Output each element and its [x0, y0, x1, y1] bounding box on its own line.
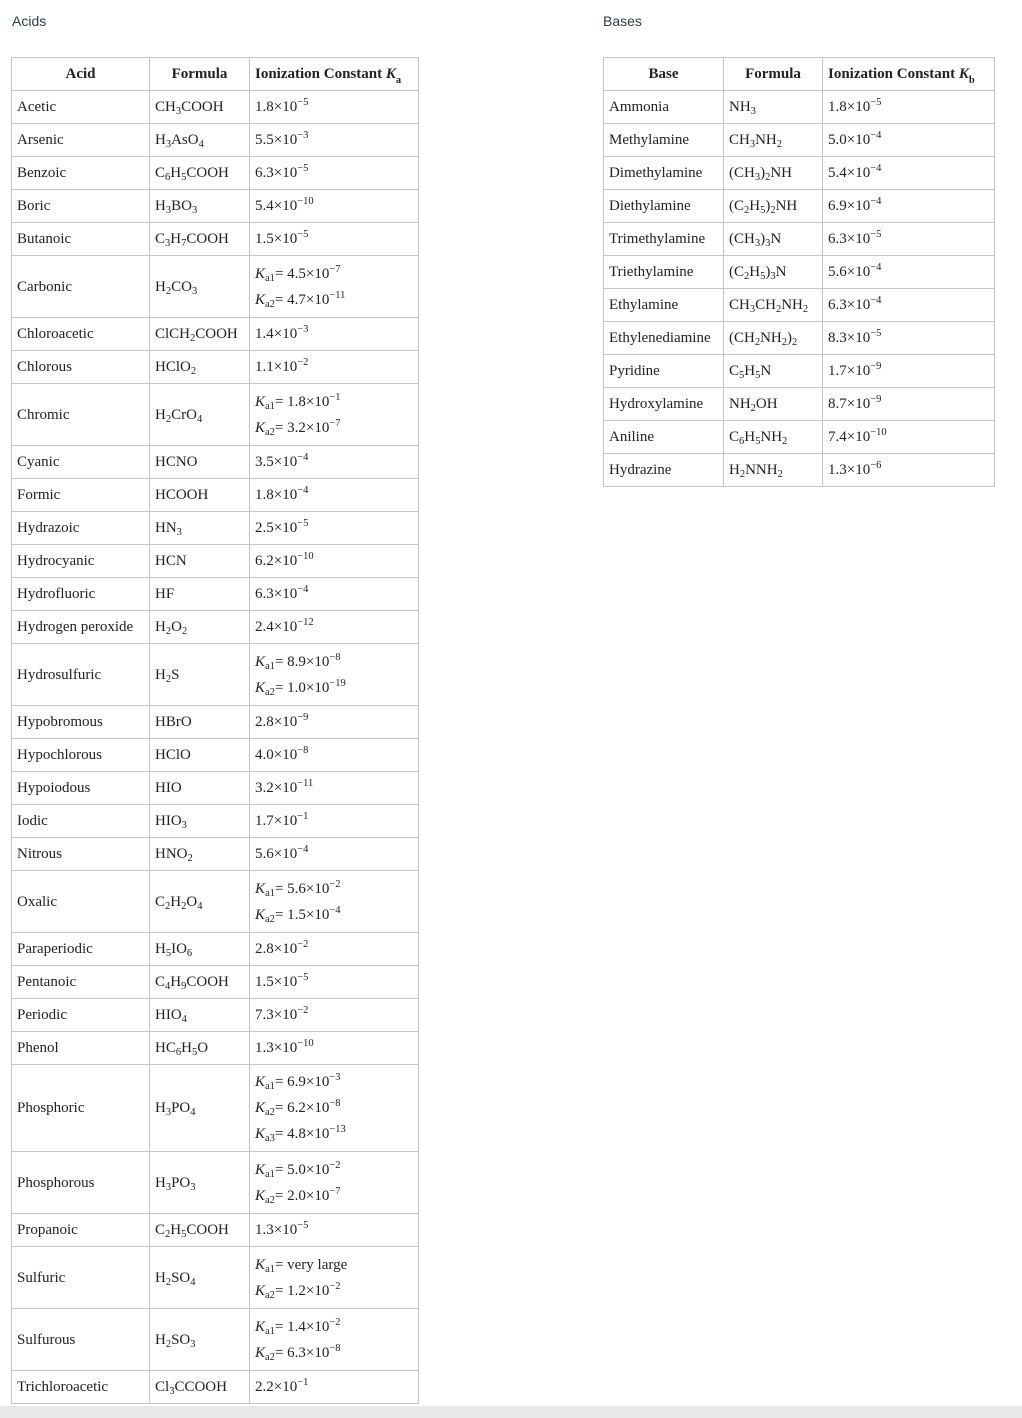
bases-constant-value: $5.4\times 10^{-4}$: [828, 163, 882, 181]
bases-row: [604, 256, 995, 289]
acids-constant-value: $3.5\times 10^{-4}$: [255, 452, 309, 470]
bases-header-constant-label: Ionization Constant: [828, 66, 956, 82]
acids-constant-cell: [250, 157, 419, 190]
bases-section-title: Bases: [603, 13, 642, 29]
acids-constant-cell: [250, 1032, 419, 1065]
bases-constant-value: $5.0\times 10^{-4}$: [828, 130, 882, 148]
bases-name-cell: Trimethylamine: [604, 223, 724, 256]
bases-formula-cell: $NH_3$: [724, 91, 823, 124]
acids-constant-value: $K_{a1}= 1.4\times 10^{-2}$: [255, 1316, 341, 1337]
acids-constant-value: $1.5\times 10^{-5}$: [255, 972, 309, 990]
bases-formula-cell: $(C_2H_5)_3N$: [724, 256, 823, 289]
bases-name-cell: Ethylenediamine: [604, 322, 724, 355]
acids-constant-value: $K_{a1}= 4.5\times 10^{-7}$: [255, 263, 341, 284]
acids-constant-value: $3.2\times 10^{-11}$: [255, 778, 314, 796]
acids-name-cell: Chromic: [12, 384, 150, 446]
bases-constant-value: $8.7\times 10^{-9}$: [828, 394, 882, 412]
acids-constant-cell: [250, 999, 419, 1032]
acids-formula-cell: $HIO_3$: [150, 805, 250, 838]
acids-row: [12, 966, 419, 999]
bases-formula-cell: $CH_3CH_2NH_2$: [724, 289, 823, 322]
bases-row: [604, 421, 995, 454]
acids-constant-value: $K_{a1}= 1.8\times 10^{-1}$: [255, 391, 341, 412]
bases-constant-cell: [823, 322, 995, 355]
acids-row: [12, 351, 419, 384]
acids-constant-cell: [250, 1371, 419, 1404]
acids-formula-cell: HCNO: [150, 446, 250, 479]
acids-formula-cell: $C_3H_7COOH$: [150, 223, 250, 256]
acids-formula-cell: HF: [150, 578, 250, 611]
acids-constant-value: $2.5\times 10^{-5}$: [255, 518, 309, 536]
bases-constant-cell: [823, 256, 995, 289]
acids-constant-value: $K_{a2}= 2.0\times 10^{-7}$: [255, 1185, 341, 1206]
acids-name-cell: Carbonic: [12, 256, 150, 318]
acids-name-cell: Hypochlorous: [12, 739, 150, 772]
bases-constant-value: $1.8\times 10^{-5}$: [828, 97, 882, 115]
acids-name-cell: Sulfuric: [12, 1247, 150, 1309]
acids-formula-cell: ClCH$_2$COOH: [150, 318, 250, 351]
acids-row: [12, 805, 419, 838]
bases-header-base: Base: [604, 58, 724, 91]
bases-constant-value: $5.6\times 10^{-4}$: [828, 262, 882, 280]
acids-constant-cell: [250, 838, 419, 871]
acids-constant-cell: [250, 91, 419, 124]
acids-constant-cell: [250, 1065, 419, 1152]
acids-constant-cell: [250, 706, 419, 739]
bases-row: [604, 355, 995, 388]
bases-formula-cell: $H_2NNH_2$: [724, 454, 823, 487]
acids-name-cell: Trichloroacetic: [12, 1371, 150, 1404]
acids-name-cell: Periodic: [12, 999, 150, 1032]
acids-row: [12, 479, 419, 512]
acids-header-constant-label: Ionization Constant: [255, 66, 383, 82]
acids-constant-cell: [250, 1309, 419, 1371]
acids-row: [12, 256, 419, 318]
acids-name-cell: Hydrocyanic: [12, 545, 150, 578]
bases-table-body: [604, 91, 995, 487]
bases-constant-value: $6.9\times 10^{-4}$: [828, 196, 882, 214]
acids-row: [12, 933, 419, 966]
bases-constant-cell: [823, 421, 995, 454]
acids-name-cell: Nitrous: [12, 838, 150, 871]
acids-constant-value: $K_{a1}= 8.9\times 10^{-8}$: [255, 651, 341, 672]
bases-formula-cell: $C_6H_5NH_2$: [724, 421, 823, 454]
acids-row: [12, 739, 419, 772]
acids-constant-cell: [250, 966, 419, 999]
acids-constant-value: $1.5\times 10^{-5}$: [255, 229, 309, 247]
acids-row: [12, 384, 419, 446]
bases-row: [604, 388, 995, 421]
bases-constant-cell: [823, 289, 995, 322]
acids-formula-cell: $H_5IO_6$: [150, 933, 250, 966]
acids-constant-cell: [250, 124, 419, 157]
acids-name-cell: Phenol: [12, 1032, 150, 1065]
acids-row: [12, 871, 419, 933]
acids-name-cell: Formic: [12, 479, 150, 512]
bases-name-cell: Ammonia: [604, 91, 724, 124]
bases-header-row: [604, 58, 995, 91]
acids-name-cell: Oxalic: [12, 871, 150, 933]
acids-constant-cell: [250, 190, 419, 223]
acids-constant-value: $5.4\times 10^{-10}$: [255, 196, 314, 214]
acids-constant-value: $1.8\times 10^{-4}$: [255, 485, 309, 503]
acids-formula-cell: $HIO_4$: [150, 999, 250, 1032]
acids-formula-cell: $H_2O_2$: [150, 611, 250, 644]
acids-formula-cell: $C_6H_5COOH$: [150, 157, 250, 190]
acids-constant-value: $K_{a2}= 4.7\times 10^{-11}$: [255, 289, 346, 310]
acids-name-cell: Hypoiodous: [12, 772, 150, 805]
acids-constant-value: $6.2\times 10^{-10}$: [255, 551, 314, 569]
acids-row: [12, 1247, 419, 1309]
acids-formula-cell: $H_3PO_4$: [150, 1065, 250, 1152]
acids-constant-value: $1.3\times 10^{-10}$: [255, 1038, 314, 1056]
acids-constant-value: $2.8\times 10^{-9}$: [255, 712, 309, 730]
acids-constant-cell: [250, 384, 419, 446]
acids-row: [12, 611, 419, 644]
acids-name-cell: Pentanoic: [12, 966, 150, 999]
acids-constant-value: $2.4\times 10^{-12}$: [255, 617, 314, 635]
bases-table: [603, 57, 995, 487]
acids-formula-cell: HCN: [150, 545, 250, 578]
acids-formula-cell: $H_2SO_4$: [150, 1247, 250, 1309]
acids-row: [12, 1152, 419, 1214]
acids-constant-value: $7.3\times 10^{-2}$: [255, 1005, 309, 1023]
bases-formula-cell: $NH_2OH$: [724, 388, 823, 421]
acids-table: [11, 57, 419, 1404]
bases-header-k-symbol: K: [958, 66, 969, 82]
bases-constant-cell: [823, 91, 995, 124]
acids-constant-cell: [250, 739, 419, 772]
acids-row: [12, 578, 419, 611]
acids-name-cell: Iodic: [12, 805, 150, 838]
acids-constant-value: $K_{a2}= 1.2\times 10^{-2}$: [255, 1280, 341, 1301]
acids-name-cell: Hydrofluoric: [12, 578, 150, 611]
bases-name-cell: Methylamine: [604, 124, 724, 157]
bases-constant-cell: [823, 124, 995, 157]
bases-header-formula: Formula: [724, 58, 823, 91]
acids-constant-value: $5.6\times 10^{-4}$: [255, 844, 309, 862]
acids-constant-cell: [250, 446, 419, 479]
acids-row: [12, 124, 419, 157]
acids-name-cell: Phosphorous: [12, 1152, 150, 1214]
bases-constant-value: $8.3\times 10^{-5}$: [828, 328, 882, 346]
acids-constant-value: $6.3\times 10^{-5}$: [255, 163, 309, 181]
acids-formula-cell: $HC_6H_5O$: [150, 1032, 250, 1065]
bases-name-cell: Diethylamine: [604, 190, 724, 223]
bases-constant-value: $6.3\times 10^{-4}$: [828, 295, 882, 313]
acids-constant-value: $1.7\times 10^{-1}$: [255, 811, 309, 829]
acids-name-cell: Arsenic: [12, 124, 150, 157]
acids-formula-cell: $H_2SO_3$: [150, 1309, 250, 1371]
acids-constant-value: $K_{a2}= 3.2\times 10^{-7}$: [255, 417, 341, 438]
acids-constant-cell: [250, 578, 419, 611]
acids-constant-value: $2.8\times 10^{-2}$: [255, 939, 309, 957]
acids-constant-value: $K_{a1}= 5.6\times 10^{-2}$: [255, 878, 341, 899]
bases-row: [604, 157, 995, 190]
bases-row: [604, 190, 995, 223]
acids-formula-cell: $C_4H_9COOH$: [150, 966, 250, 999]
acids-constant-cell: [250, 512, 419, 545]
acids-constant-cell: [250, 479, 419, 512]
acids-row: [12, 999, 419, 1032]
acids-name-cell: Butanoic: [12, 223, 150, 256]
acids-constant-value: $K_{a2}= 1.0\times 10^{-19}$: [255, 677, 346, 698]
bases-row: [604, 223, 995, 256]
acids-name-cell: Hydrazoic: [12, 512, 150, 545]
acids-row: [12, 91, 419, 124]
acids-name-cell: Paraperiodic: [12, 933, 150, 966]
acids-constant-cell: [250, 871, 419, 933]
acids-constant-cell: [250, 351, 419, 384]
acids-constant-cell: [250, 933, 419, 966]
bases-row: [604, 124, 995, 157]
bases-row: [604, 322, 995, 355]
acids-formula-cell: $C_2H_2O_4$: [150, 871, 250, 933]
acids-row: [12, 318, 419, 351]
bases-constant-value: $6.3\times 10^{-5}$: [828, 229, 882, 247]
acids-constant-value: $K_{a2}= 6.2\times 10^{-8}$: [255, 1098, 341, 1118]
acids-constant-value: $2.2\times 10^{-1}$: [255, 1377, 309, 1395]
acids-name-cell: Hypobromous: [12, 706, 150, 739]
acids-constant-value: $1.8\times 10^{-5}$: [255, 97, 309, 115]
acids-section-title: Acids: [12, 13, 47, 29]
acids-constant-value: $K_{a2}= 1.5\times 10^{-4}$: [255, 904, 341, 925]
acids-formula-cell: $HN_3$: [150, 512, 250, 545]
acids-formula-cell: $H_2S$: [150, 644, 250, 706]
acids-name-cell: Propanoic: [12, 1214, 150, 1247]
acids-header-row: [12, 58, 419, 91]
bases-row: [604, 454, 995, 487]
acids-name-cell: Chlorous: [12, 351, 150, 384]
bases-name-cell: Aniline: [604, 421, 724, 454]
acids-formula-cell: HCOOH: [150, 479, 250, 512]
acids-constant-cell: [250, 1214, 419, 1247]
acids-constant-value: $K_{a2}= 6.3\times 10^{-8}$: [255, 1342, 341, 1363]
acids-name-cell: Boric: [12, 190, 150, 223]
bases-name-cell: Hydroxylamine: [604, 388, 724, 421]
bases-constant-cell: [823, 223, 995, 256]
acids-row: [12, 1371, 419, 1404]
acids-row: [12, 706, 419, 739]
bases-formula-cell: $(CH_2NH_2)_2$: [724, 322, 823, 355]
acids-constant-value: $4.0\times 10^{-8}$: [255, 745, 309, 763]
bases-name-cell: Dimethylamine: [604, 157, 724, 190]
bases-row: [604, 91, 995, 124]
acids-formula-cell: $H_3PO_3$: [150, 1152, 250, 1214]
acids-formula-cell: $CH_3COOH$: [150, 91, 250, 124]
bases-constant-value: $7.4\times 10^{-10}$: [828, 427, 887, 445]
acids-row: [12, 1309, 419, 1371]
acids-formula-cell: $H_3BO_3$: [150, 190, 250, 223]
acids-row: [12, 1065, 419, 1152]
acids-formula-cell: $HNO_2$: [150, 838, 250, 871]
acids-header-acid: Acid: [12, 58, 150, 91]
acids-constant-value: $1.1\times 10^{-2}$: [255, 357, 309, 375]
bases-formula-cell: $(C_2H_5)_2NH$: [724, 190, 823, 223]
acids-formula-cell: $Cl_3CCOOH$: [150, 1371, 250, 1404]
acids-formula-cell: $H_3AsO_4$: [150, 124, 250, 157]
acids-row: [12, 772, 419, 805]
acids-constant-value: $K_{a1}= 6.9\times 10^{-3}$: [255, 1072, 341, 1092]
bases-formula-cell: $(CH_3)_2NH$: [724, 157, 823, 190]
acids-formula-cell: $C_2H_5COOH$: [150, 1214, 250, 1247]
acids-constant-value: $6.3\times 10^{-4}$: [255, 584, 309, 602]
acids-row: [12, 157, 419, 190]
acids-formula-cell: $H_2CrO_4$: [150, 384, 250, 446]
acids-constant-value: $5.5\times 10^{-3}$: [255, 130, 309, 148]
acids-name-cell: Sulfurous: [12, 1309, 150, 1371]
acids-constant-cell: [250, 1152, 419, 1214]
acids-header-k-symbol: K: [385, 66, 396, 82]
acids-row: [12, 190, 419, 223]
acids-row: [12, 644, 419, 706]
bases-constant-value: $1.3\times 10^{-6}$: [828, 460, 882, 478]
acids-constant-cell: [250, 644, 419, 706]
acids-constant-cell: [250, 256, 419, 318]
acids-constant-cell: [250, 545, 419, 578]
bases-formula-cell: $CH_3NH_2$: [724, 124, 823, 157]
acids-formula-cell: HClO: [150, 739, 250, 772]
acids-name-cell: Chloroacetic: [12, 318, 150, 351]
acids-name-cell: Hydrosulfuric: [12, 644, 150, 706]
acids-constant-cell: [250, 611, 419, 644]
bases-header-constant: [823, 58, 995, 91]
bases-constant-value: $1.7\times 10^{-9}$: [828, 361, 882, 379]
acids-constant-cell: [250, 772, 419, 805]
acids-row: [12, 1032, 419, 1065]
acids-name-cell: Benzoic: [12, 157, 150, 190]
bases-name-cell: Pyridine: [604, 355, 724, 388]
acids-name-cell: Acetic: [12, 91, 150, 124]
acids-name-cell: Cyanic: [12, 446, 150, 479]
acids-name-cell: Phosphoric: [12, 1065, 150, 1152]
bases-name-cell: Triethylamine: [604, 256, 724, 289]
bottom-scroll-edge: [0, 1406, 1022, 1418]
acids-table-body: [12, 91, 419, 1404]
acids-formula-cell: HClO$_2$: [150, 351, 250, 384]
acids-formula-cell: HIO: [150, 772, 250, 805]
bases-name-cell: Hydrazine: [604, 454, 724, 487]
acids-row: [12, 838, 419, 871]
acids-constant-value: $K_{a1}= 5.0\times 10^{-2}$: [255, 1159, 341, 1180]
acids-constant-cell: [250, 318, 419, 351]
acids-constant-value: $1.4\times 10^{-3}$: [255, 324, 309, 342]
acids-header-constant: [250, 58, 419, 91]
acids-constant-value: $K_{a3}= 4.8\times 10^{-13}$: [255, 1124, 346, 1144]
acids-row: [12, 223, 419, 256]
acids-row: [12, 446, 419, 479]
bases-constant-cell: [823, 355, 995, 388]
acids-formula-cell: HBrO: [150, 706, 250, 739]
acids-constant-cell: [250, 1247, 419, 1309]
acids-constant-cell: [250, 223, 419, 256]
acids-constant-value: $1.3\times 10^{-5}$: [255, 1220, 309, 1238]
acids-row: [12, 545, 419, 578]
bases-constant-cell: [823, 157, 995, 190]
acids-formula-cell: $H_2CO_3$: [150, 256, 250, 318]
acids-row: [12, 1214, 419, 1247]
bases-header-k-subscript: b: [968, 75, 975, 86]
bases-name-cell: Ethylamine: [604, 289, 724, 322]
bases-constant-cell: [823, 388, 995, 421]
acids-header-k-subscript: a: [395, 75, 402, 86]
bases-formula-cell: $(CH_3)_3N$: [724, 223, 823, 256]
acids-name-cell: Hydrogen peroxide: [12, 611, 150, 644]
acids-row: [12, 512, 419, 545]
bases-formula-cell: $C_5H_5N$: [724, 355, 823, 388]
bases-constant-cell: [823, 190, 995, 223]
acids-header-formula: Formula: [150, 58, 250, 91]
acids-constant-value: $K_{a1}=$ very large: [255, 1256, 348, 1275]
bases-constant-cell: [823, 454, 995, 487]
acids-constant-cell: [250, 805, 419, 838]
bases-row: [604, 289, 995, 322]
